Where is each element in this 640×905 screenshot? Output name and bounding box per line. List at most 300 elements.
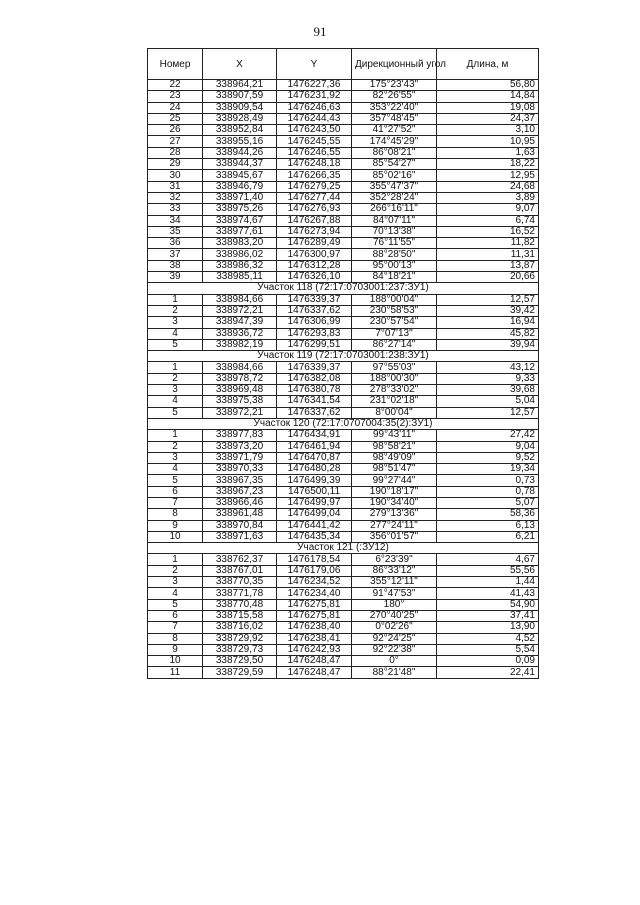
- y-coordinate: 1476279,25: [277, 181, 352, 192]
- table-row: [148, 644, 539, 655]
- point-number: 7: [148, 497, 203, 508]
- section-title: Участок 120 (72:17:0707004:35(2):ЗУ1): [148, 418, 539, 429]
- y-coordinate: 1476499,97: [277, 497, 352, 508]
- table-body: [148, 80, 539, 679]
- x-coordinate: 338975,38: [203, 396, 277, 407]
- section-title: Участок 119 (72:17:0703001:238:ЗУ1): [148, 351, 539, 362]
- length: 9,33: [437, 373, 539, 384]
- x-coordinate: 338762,37: [203, 554, 277, 565]
- y-coordinate: 1476470,87: [277, 452, 352, 463]
- y-coordinate: 1476246,63: [277, 102, 352, 113]
- length: 55,56: [437, 565, 539, 576]
- point-number: 1: [148, 294, 203, 305]
- direction-angle: 352°28'24": [352, 192, 437, 203]
- point-number: 11: [148, 667, 203, 678]
- table-row: [148, 656, 539, 667]
- direction-angle: 355°12'11": [352, 577, 437, 588]
- point-number: 34: [148, 215, 203, 226]
- x-coordinate: 338947,39: [203, 317, 277, 328]
- point-number: 22: [148, 80, 203, 91]
- y-coordinate: 1476244,43: [277, 113, 352, 124]
- y-coordinate: 1476380,78: [277, 385, 352, 396]
- table-row: [148, 204, 539, 215]
- point-number: 2: [148, 441, 203, 452]
- y-coordinate: 1476500,11: [277, 486, 352, 497]
- table-row: [148, 80, 539, 91]
- y-coordinate: 1476238,41: [277, 633, 352, 644]
- length: 0,73: [437, 475, 539, 486]
- y-coordinate: 1476243,50: [277, 125, 352, 136]
- point-number: 23: [148, 91, 203, 102]
- direction-angle: 98°49'09": [352, 452, 437, 463]
- x-coordinate: 338986,32: [203, 260, 277, 271]
- direction-angle: 99°43'11": [352, 430, 437, 441]
- direction-angle: 353°22'40": [352, 102, 437, 113]
- direction-angle: 180°: [352, 599, 437, 610]
- length: 4,52: [437, 633, 539, 644]
- table-row: [148, 181, 539, 192]
- direction-angle: 86°08'21": [352, 147, 437, 158]
- x-coordinate: 338955,16: [203, 136, 277, 147]
- point-number: 26: [148, 125, 203, 136]
- point-number: 4: [148, 464, 203, 475]
- x-coordinate: 338909,54: [203, 102, 277, 113]
- x-coordinate: 338729,73: [203, 644, 277, 655]
- point-number: 9: [148, 520, 203, 531]
- direction-angle: 279°13'36": [352, 509, 437, 520]
- direction-angle: 278°33'02": [352, 385, 437, 396]
- x-coordinate: 338984,66: [203, 294, 277, 305]
- table-row: [148, 565, 539, 576]
- x-coordinate: 338970,84: [203, 520, 277, 531]
- table-row: [148, 91, 539, 102]
- table-row: [148, 622, 539, 633]
- table-row: [148, 159, 539, 170]
- point-number: 38: [148, 260, 203, 271]
- y-coordinate: 1476276,93: [277, 204, 352, 215]
- direction-angle: 266°16'11": [352, 204, 437, 215]
- section-title: Участок 118 (72:17:0703001:237:ЗУ1): [148, 283, 539, 294]
- length: 9,04: [437, 441, 539, 452]
- direction-angle: 356°01'57": [352, 531, 437, 542]
- length: 43,12: [437, 362, 539, 373]
- table-row: [148, 260, 539, 271]
- point-number: 39: [148, 272, 203, 283]
- length: 56,80: [437, 80, 539, 91]
- point-number: 5: [148, 599, 203, 610]
- length: 6,21: [437, 531, 539, 542]
- length: 9,07: [437, 204, 539, 215]
- direction-angle: 88°28'50": [352, 249, 437, 260]
- direction-angle: 91°47'53": [352, 588, 437, 599]
- direction-angle: 85°54'27": [352, 159, 437, 170]
- direction-angle: 0°: [352, 656, 437, 667]
- y-coordinate: 1476499,04: [277, 509, 352, 520]
- point-number: 32: [148, 192, 203, 203]
- x-coordinate: 338984,66: [203, 362, 277, 373]
- y-coordinate: 1476299,51: [277, 339, 352, 350]
- x-coordinate: 338936,72: [203, 328, 277, 339]
- point-number: 6: [148, 610, 203, 621]
- table-row: [148, 249, 539, 260]
- direction-angle: 95°00'13": [352, 260, 437, 271]
- header-number: Номер: [148, 49, 203, 80]
- table-row: [148, 192, 539, 203]
- table-row: [148, 339, 539, 350]
- length: 12,57: [437, 407, 539, 418]
- section-title: Участок 121 (:ЗУ12): [148, 543, 539, 554]
- point-number: 35: [148, 226, 203, 237]
- direction-angle: 190°18'17": [352, 486, 437, 497]
- direction-angle: 231°02'18": [352, 396, 437, 407]
- y-coordinate: 1476248,47: [277, 656, 352, 667]
- x-coordinate: 338967,23: [203, 486, 277, 497]
- direction-angle: 86°27'14": [352, 339, 437, 350]
- length: 54,90: [437, 599, 539, 610]
- section-row: [148, 543, 539, 554]
- x-coordinate: 338971,63: [203, 531, 277, 542]
- table-row: [148, 633, 539, 644]
- table-row: [148, 396, 539, 407]
- length: 0,09: [437, 656, 539, 667]
- table-row: [148, 497, 539, 508]
- point-number: 3: [148, 317, 203, 328]
- x-coordinate: 338767,01: [203, 565, 277, 576]
- point-number: 5: [148, 339, 203, 350]
- y-coordinate: 1476312,28: [277, 260, 352, 271]
- y-coordinate: 1476231,92: [277, 91, 352, 102]
- x-coordinate: 338729,50: [203, 656, 277, 667]
- direction-angle: 84°07'11": [352, 215, 437, 226]
- y-coordinate: 1476337,62: [277, 305, 352, 316]
- y-coordinate: 1476326,10: [277, 272, 352, 283]
- x-coordinate: 338977,83: [203, 430, 277, 441]
- direction-angle: 41°27'52": [352, 125, 437, 136]
- table-row: [148, 147, 539, 158]
- y-coordinate: 1476275,81: [277, 610, 352, 621]
- x-coordinate: 338928,49: [203, 113, 277, 124]
- y-coordinate: 1476339,37: [277, 294, 352, 305]
- table-row: [148, 464, 539, 475]
- x-coordinate: 338977,61: [203, 226, 277, 237]
- length: 19,08: [437, 102, 539, 113]
- point-number: 3: [148, 385, 203, 396]
- point-number: 1: [148, 554, 203, 565]
- direction-angle: 6°23'39": [352, 554, 437, 565]
- length: 41,43: [437, 588, 539, 599]
- table-row: [148, 667, 539, 678]
- x-coordinate: 338971,40: [203, 192, 277, 203]
- y-coordinate: 1476234,40: [277, 588, 352, 599]
- x-coordinate: 338715,58: [203, 610, 277, 621]
- point-number: 3: [148, 452, 203, 463]
- y-coordinate: 1476341,54: [277, 396, 352, 407]
- header-x: X: [203, 49, 277, 80]
- x-coordinate: 338945,67: [203, 170, 277, 181]
- x-coordinate: 338770,35: [203, 577, 277, 588]
- table-row: [148, 305, 539, 316]
- length: 22,41: [437, 667, 539, 678]
- y-coordinate: 1476337,62: [277, 407, 352, 418]
- table-row: [148, 577, 539, 588]
- length: 12,95: [437, 170, 539, 181]
- y-coordinate: 1476248,47: [277, 667, 352, 678]
- y-coordinate: 1476178,54: [277, 554, 352, 565]
- header-direction-angle: Дирекционный угол: [352, 49, 437, 80]
- x-coordinate: 338716,02: [203, 622, 277, 633]
- x-coordinate: 338972,21: [203, 407, 277, 418]
- table-header-row: [148, 49, 539, 80]
- point-number: 10: [148, 656, 203, 667]
- y-coordinate: 1476234,52: [277, 577, 352, 588]
- length: 58,36: [437, 509, 539, 520]
- direction-angle: 88°21'48": [352, 667, 437, 678]
- length: 39,68: [437, 385, 539, 396]
- table-row: [148, 113, 539, 124]
- table-row: [148, 385, 539, 396]
- x-coordinate: 338771,78: [203, 588, 277, 599]
- length: 11,82: [437, 238, 539, 249]
- point-number: 7: [148, 622, 203, 633]
- header-length: Длина, м: [437, 49, 539, 80]
- length: 3,89: [437, 192, 539, 203]
- length: 5,07: [437, 497, 539, 508]
- length: 24,37: [437, 113, 539, 124]
- y-coordinate: 1476227,36: [277, 80, 352, 91]
- y-coordinate: 1476480,28: [277, 464, 352, 475]
- y-coordinate: 1476248,18: [277, 159, 352, 170]
- table-row: [148, 238, 539, 249]
- point-number: 24: [148, 102, 203, 113]
- direction-angle: 188°00'30": [352, 373, 437, 384]
- y-coordinate: 1476277,44: [277, 192, 352, 203]
- x-coordinate: 338975,26: [203, 204, 277, 215]
- length: 3,10: [437, 125, 539, 136]
- x-coordinate: 338964,21: [203, 80, 277, 91]
- table-row: [148, 588, 539, 599]
- point-number: 37: [148, 249, 203, 260]
- section-row: [148, 283, 539, 294]
- point-number: 4: [148, 588, 203, 599]
- section-row: [148, 418, 539, 429]
- point-number: 1: [148, 430, 203, 441]
- direction-angle: 85°02'16": [352, 170, 437, 181]
- table-row: [148, 531, 539, 542]
- y-coordinate: 1476339,37: [277, 362, 352, 373]
- length: 39,42: [437, 305, 539, 316]
- length: 14,84: [437, 91, 539, 102]
- x-coordinate: 338982,19: [203, 339, 277, 350]
- length: 13,87: [437, 260, 539, 271]
- table-row: [148, 136, 539, 147]
- point-number: 4: [148, 396, 203, 407]
- length: 39,94: [437, 339, 539, 350]
- length: 5,54: [437, 644, 539, 655]
- table-row: [148, 452, 539, 463]
- table-row: [148, 294, 539, 305]
- y-coordinate: 1476461,94: [277, 441, 352, 452]
- direction-angle: 92°24'25": [352, 633, 437, 644]
- x-coordinate: 338961,48: [203, 509, 277, 520]
- y-coordinate: 1476246,55: [277, 147, 352, 158]
- direction-angle: 8°00'04": [352, 407, 437, 418]
- x-coordinate: 338973,20: [203, 441, 277, 452]
- x-coordinate: 338983,20: [203, 238, 277, 249]
- direction-angle: 188°00'04": [352, 294, 437, 305]
- table-row: [148, 317, 539, 328]
- section-row: [148, 351, 539, 362]
- direction-angle: 84°18'21": [352, 272, 437, 283]
- point-number: 3: [148, 577, 203, 588]
- table-row: [148, 328, 539, 339]
- table-row: [148, 520, 539, 531]
- direction-angle: 357°48'45": [352, 113, 437, 124]
- length: 6,74: [437, 215, 539, 226]
- length: 9,52: [437, 452, 539, 463]
- y-coordinate: 1476306,99: [277, 317, 352, 328]
- y-coordinate: 1476434,91: [277, 430, 352, 441]
- point-number: 4: [148, 328, 203, 339]
- y-coordinate: 1476435,34: [277, 531, 352, 542]
- y-coordinate: 1476273,94: [277, 226, 352, 237]
- length: 24,68: [437, 181, 539, 192]
- point-number: 8: [148, 633, 203, 644]
- length: 4,67: [437, 554, 539, 565]
- x-coordinate: 338967,35: [203, 475, 277, 486]
- point-number: 5: [148, 407, 203, 418]
- table-row: [148, 272, 539, 283]
- length: 19,34: [437, 464, 539, 475]
- table-row: [148, 430, 539, 441]
- y-coordinate: 1476499,39: [277, 475, 352, 486]
- length: 12,57: [437, 294, 539, 305]
- y-coordinate: 1476382,08: [277, 373, 352, 384]
- table-row: [148, 226, 539, 237]
- direction-angle: 0°02'26": [352, 622, 437, 633]
- length: 16,94: [437, 317, 539, 328]
- y-coordinate: 1476300,97: [277, 249, 352, 260]
- table-row: [148, 486, 539, 497]
- point-number: 2: [148, 305, 203, 316]
- x-coordinate: 338971,79: [203, 452, 277, 463]
- direction-angle: 190°34'40": [352, 497, 437, 508]
- direction-angle: 86°33'12": [352, 565, 437, 576]
- direction-angle: 70°13'38": [352, 226, 437, 237]
- length: 37,41: [437, 610, 539, 621]
- y-coordinate: 1476267,88: [277, 215, 352, 226]
- x-coordinate: 338970,33: [203, 464, 277, 475]
- x-coordinate: 338966,46: [203, 497, 277, 508]
- table-row: [148, 407, 539, 418]
- direction-angle: 98°58'21": [352, 441, 437, 452]
- length: 11,31: [437, 249, 539, 260]
- direction-angle: 76°11'55": [352, 238, 437, 249]
- header-y: Y: [277, 49, 352, 80]
- point-number: 29: [148, 159, 203, 170]
- point-number: 36: [148, 238, 203, 249]
- x-coordinate: 338907,59: [203, 91, 277, 102]
- y-coordinate: 1476289,49: [277, 238, 352, 249]
- y-coordinate: 1476441,42: [277, 520, 352, 531]
- direction-angle: 174°45'29": [352, 136, 437, 147]
- point-number: 2: [148, 565, 203, 576]
- x-coordinate: 338974,67: [203, 215, 277, 226]
- direction-angle: 175°23'43": [352, 80, 437, 91]
- x-coordinate: 338986,02: [203, 249, 277, 260]
- x-coordinate: 338729,92: [203, 633, 277, 644]
- length: 16,52: [437, 226, 539, 237]
- x-coordinate: 338972,21: [203, 305, 277, 316]
- table-row: [148, 599, 539, 610]
- direction-angle: 97°55'03": [352, 362, 437, 373]
- x-coordinate: 338985,11: [203, 272, 277, 283]
- point-number: 30: [148, 170, 203, 181]
- table-row: [148, 215, 539, 226]
- x-coordinate: 338969,48: [203, 385, 277, 396]
- table-row: [148, 102, 539, 113]
- point-number: 1: [148, 362, 203, 373]
- point-number: 25: [148, 113, 203, 124]
- table-row: [148, 373, 539, 384]
- point-number: 8: [148, 509, 203, 520]
- table-row: [148, 475, 539, 486]
- length: 5,04: [437, 396, 539, 407]
- length: 1,44: [437, 577, 539, 588]
- x-coordinate: 338944,37: [203, 159, 277, 170]
- x-coordinate: 338946,79: [203, 181, 277, 192]
- x-coordinate: 338952,84: [203, 125, 277, 136]
- table-row: [148, 125, 539, 136]
- direction-angle: 92°22'38": [352, 644, 437, 655]
- y-coordinate: 1476293,83: [277, 328, 352, 339]
- y-coordinate: 1476266,35: [277, 170, 352, 181]
- length: 27,42: [437, 430, 539, 441]
- direction-angle: 99°27'44": [352, 475, 437, 486]
- table-row: [148, 509, 539, 520]
- y-coordinate: 1476275,81: [277, 599, 352, 610]
- length: 10,95: [437, 136, 539, 147]
- y-coordinate: 1476238,40: [277, 622, 352, 633]
- direction-angle: 7°07'13": [352, 328, 437, 339]
- point-number: 31: [148, 181, 203, 192]
- direction-angle: 270°40'25": [352, 610, 437, 621]
- x-coordinate: 338770,48: [203, 599, 277, 610]
- length: 13,90: [437, 622, 539, 633]
- length: 1,63: [437, 147, 539, 158]
- point-number: 27: [148, 136, 203, 147]
- x-coordinate: 338944,26: [203, 147, 277, 158]
- point-number: 28: [148, 147, 203, 158]
- direction-angle: 230°57'54": [352, 317, 437, 328]
- y-coordinate: 1476245,55: [277, 136, 352, 147]
- direction-angle: 277°24'11": [352, 520, 437, 531]
- table-row: [148, 441, 539, 452]
- length: 20,66: [437, 272, 539, 283]
- length: 0,78: [437, 486, 539, 497]
- y-coordinate: 1476179,06: [277, 565, 352, 576]
- table-row: [148, 554, 539, 565]
- point-number: 10: [148, 531, 203, 542]
- point-number: 6: [148, 486, 203, 497]
- page-number: 91: [313, 24, 327, 39]
- length: 45,82: [437, 328, 539, 339]
- table-row: [148, 362, 539, 373]
- direction-angle: 82°26'55": [352, 91, 437, 102]
- direction-angle: 98°51'47": [352, 464, 437, 475]
- coordinates-table: [147, 48, 539, 679]
- point-number: 5: [148, 475, 203, 486]
- direction-angle: 355°47'37": [352, 181, 437, 192]
